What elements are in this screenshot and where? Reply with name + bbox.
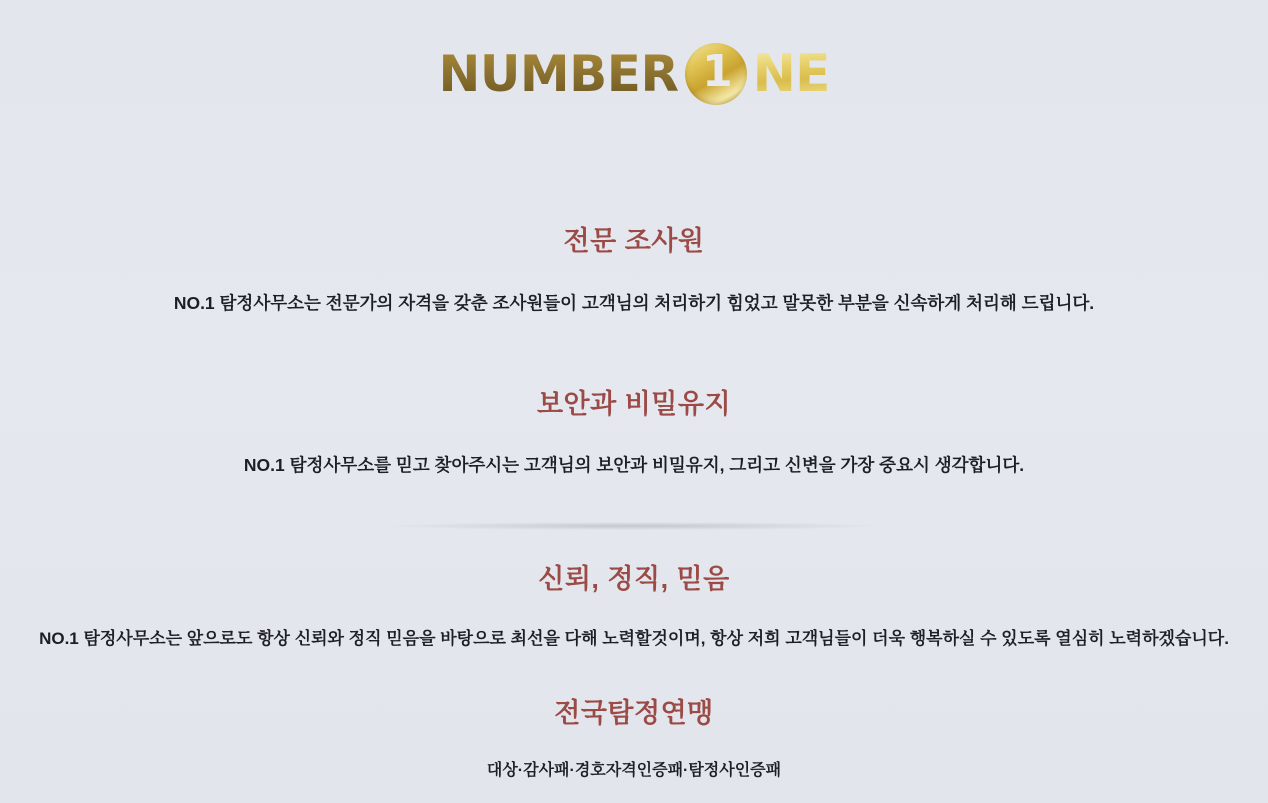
section-professional-investigator — [0, 225, 1268, 316]
number-one-logo — [438, 34, 829, 114]
logo-header — [0, 34, 1268, 114]
section-body: NO.1 탐정사무소는 전문가의 자격을 갖춘 조사원들이 고객님의 처리하기 힘었고 말못한 부분을 신속하게 처리해 드립니다. — [173, 293, 1095, 314]
section-body: 대상·감사패·경호자격인증패·탐정사인증패 — [486, 762, 782, 780]
section-title: 보안과 비밀유지 — [536, 389, 732, 419]
logo-one-badge-icon — [685, 43, 747, 105]
section-title: 전국탐정연맹 — [554, 698, 714, 728]
section-divider — [389, 522, 879, 530]
section-national-detective-federation — [0, 697, 1268, 783]
section-body: NO.1 탐정사무소를 믿고 찾아주시는 고객님의 보안과 비밀유지, 그리고 신변을 가장 중요시 생각합니다. — [243, 455, 1025, 476]
section-body: NO.1 탐정사무소는 앞으로도 항상 신뢰와 정직 믿음을 바탕으로 최선을 다해 노력할것이며, 항상 저희 고객님들이 더욱 행복하실 수 있도록 열심히 노력하겠습니다. — [39, 629, 1229, 649]
section-trust-honesty-belief — [0, 563, 1268, 651]
section-title: 신뢰, 정직, 믿음 — [538, 564, 730, 594]
section-security-confidentiality — [0, 388, 1268, 478]
section-title: 전문 조사원 — [563, 226, 705, 256]
logo-text-number: NUMBER — [438, 49, 684, 99]
logo-text-ne: NE — [748, 48, 829, 100]
